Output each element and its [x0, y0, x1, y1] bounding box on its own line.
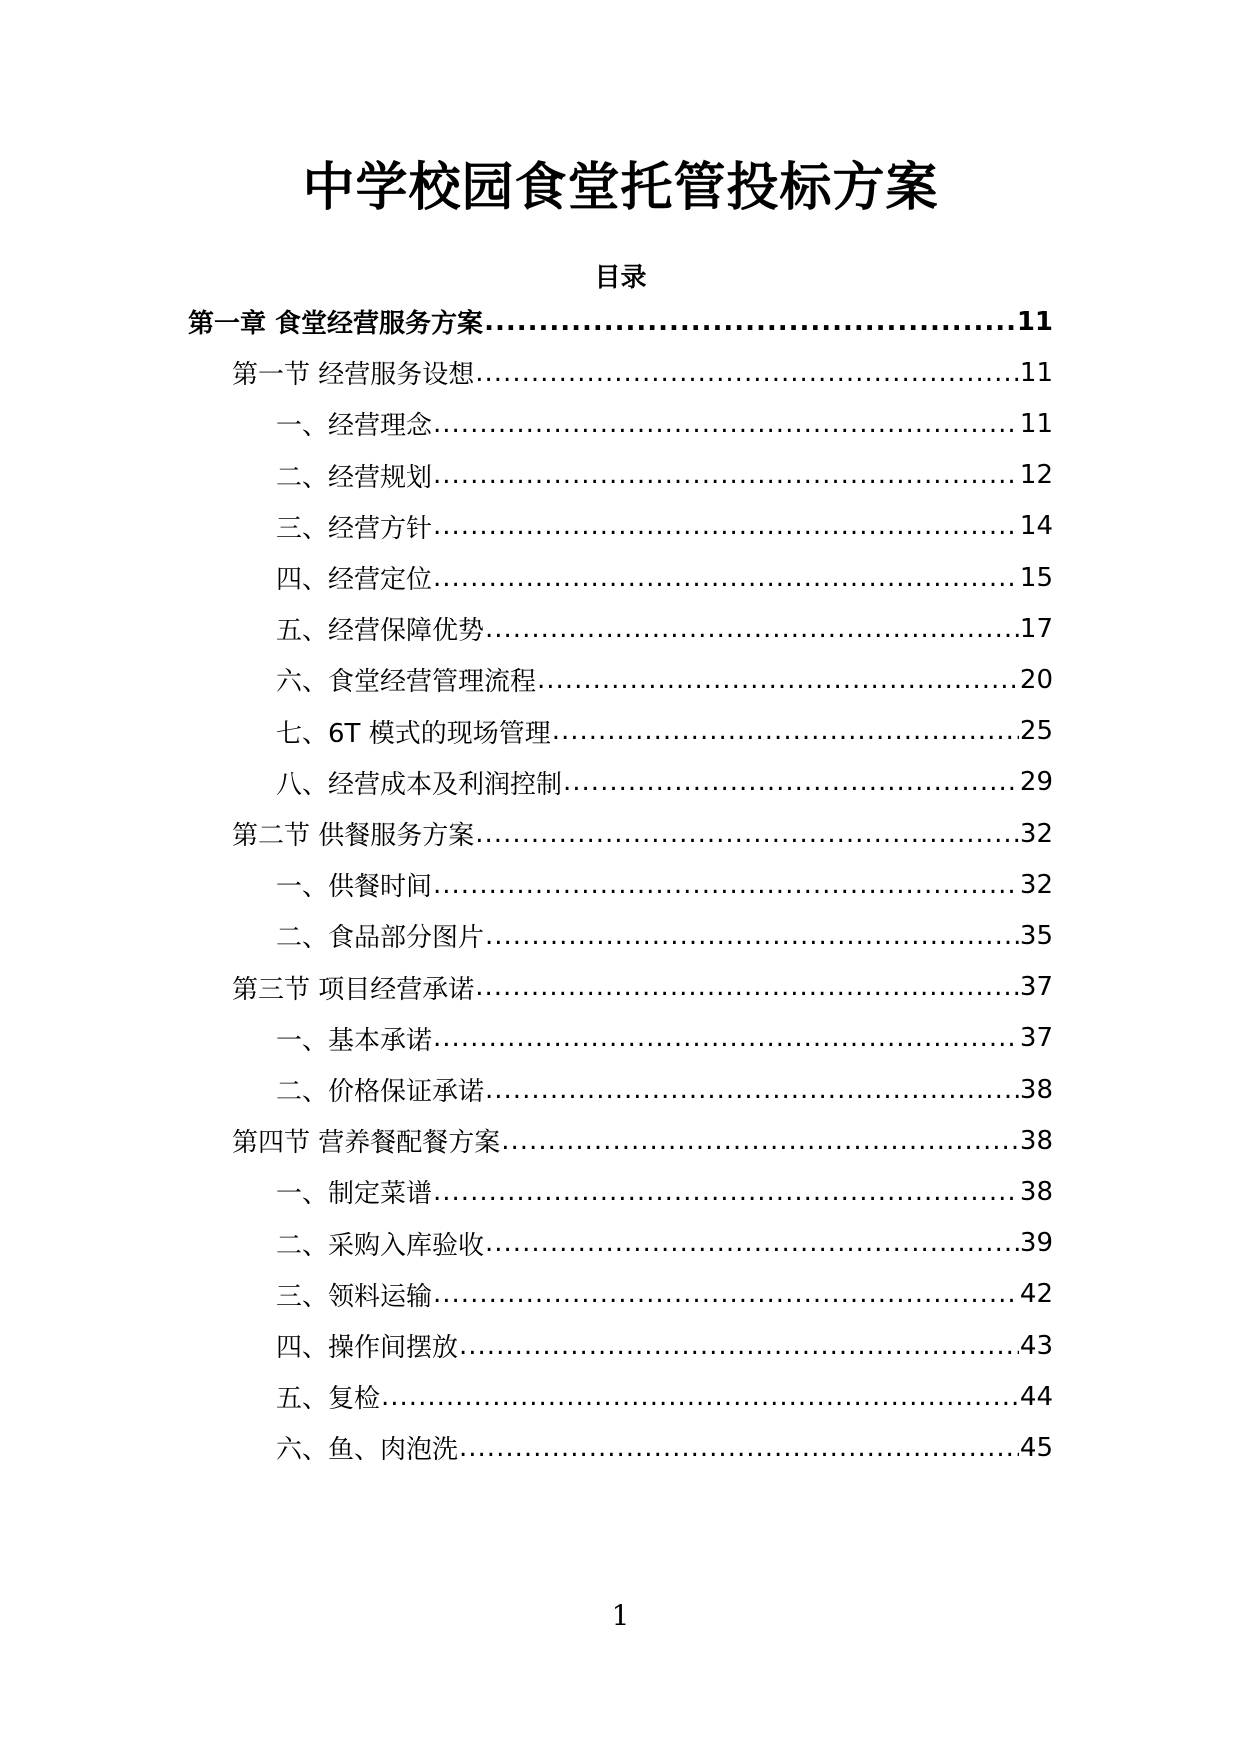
- toc-entry-page: 25: [1019, 716, 1053, 747]
- toc-entry-page: 11: [1016, 306, 1053, 337]
- toc-entry[interactable]: [232, 959, 1053, 1016]
- toc-dot-leader: [459, 1433, 1019, 1463]
- toc-entry[interactable]: [276, 1010, 1053, 1067]
- toc-entry-label: 五、复检: [276, 1384, 381, 1415]
- toc-dot-leader: [459, 1331, 1019, 1361]
- toc-entry-page: 38: [1019, 1125, 1053, 1156]
- page-number: 1: [611, 1599, 630, 1632]
- toc-dot-leader: [485, 614, 1019, 644]
- toc-dot-leader: [484, 307, 1016, 337]
- toc-entry-label: 二、价格保证承诺: [276, 1077, 485, 1107]
- toc-entry[interactable]: [276, 1317, 1053, 1374]
- toc-dot-leader: [552, 716, 1019, 746]
- toc-entry[interactable]: [276, 754, 1053, 811]
- toc-dot-leader: [475, 358, 1019, 388]
- toc-entry-label: 六、食堂经营管理流程: [276, 667, 537, 698]
- toc-dot-leader: [433, 409, 1019, 439]
- toc-entry[interactable]: [276, 1368, 1053, 1425]
- toc-entry-page: 17: [1019, 613, 1053, 644]
- toc-entry-page: 38: [1019, 1074, 1053, 1105]
- toc-entry-page: 37: [1019, 972, 1053, 1003]
- toc-entry-page: 12: [1019, 460, 1053, 491]
- toc-entry-page: 32: [1019, 869, 1053, 900]
- toc-entry[interactable]: [276, 447, 1053, 504]
- toc-entry-label: 二、食品部分图片: [276, 923, 485, 954]
- toc-entry-label: 二、经营规划: [276, 462, 433, 493]
- toc-entry-page: 39: [1019, 1228, 1053, 1259]
- toc-dot-leader: [501, 1126, 1019, 1156]
- toc-dot-leader: [433, 511, 1019, 541]
- toc-entry-page: 29: [1019, 767, 1053, 798]
- toc-entry-page: 43: [1019, 1330, 1053, 1361]
- toc-entry-label: 三、经营方针: [276, 513, 433, 544]
- toc-entry[interactable]: [276, 549, 1053, 606]
- toc-entry-page: 14: [1019, 511, 1053, 542]
- toc-entry-page: 38: [1019, 1176, 1053, 1207]
- toc-entry[interactable]: [276, 498, 1053, 555]
- toc-dot-leader: [485, 1075, 1019, 1105]
- toc-entry-page: 15: [1019, 562, 1053, 593]
- toc-dot-leader: [433, 1023, 1019, 1053]
- toc-entry-page: 11: [1019, 408, 1053, 439]
- toc-entry[interactable]: [276, 1061, 1053, 1118]
- toc-entry[interactable]: [276, 1419, 1053, 1476]
- toc-entry-label: 三、领料运输: [276, 1281, 433, 1312]
- toc-dot-leader: [433, 563, 1019, 593]
- toc-entry-label: 第三节 项目经营承诺: [232, 974, 475, 1005]
- toc-dot-leader: [433, 460, 1019, 490]
- toc-dot-leader: [475, 819, 1019, 849]
- toc-dot-leader: [381, 1382, 1019, 1412]
- toc-entry[interactable]: [232, 344, 1053, 401]
- toc-entry-page: 35: [1019, 920, 1053, 951]
- toc-entry-label: 四、操作间摆放: [276, 1333, 459, 1363]
- toc-entry-page: 44: [1019, 1381, 1053, 1412]
- toc-entry-label: 第一节 经营服务设想: [232, 360, 475, 391]
- toc-entry[interactable]: [232, 805, 1053, 862]
- toc-entry-label: 四、经营定位: [276, 565, 433, 595]
- toc-entry-label: 二、采购入库验收: [276, 1230, 485, 1261]
- toc-entry-label: 六、鱼、肉泡洗: [276, 1435, 459, 1466]
- toc-entry-label: 七、6T 模式的现场管理: [276, 718, 551, 749]
- document-title: 中学校园食堂托管投标方案: [302, 158, 939, 218]
- toc-dot-leader: [537, 665, 1019, 695]
- toc-entry-label: 第二节 供餐服务方案: [232, 821, 475, 851]
- toc-dot-leader: [433, 1279, 1019, 1309]
- toc-entry-label: 第一章 食堂经营服务方案: [188, 309, 484, 339]
- toc-dot-leader: [485, 1228, 1019, 1258]
- toc-entry[interactable]: [276, 856, 1053, 913]
- toc-entry-label: 第四节 营养餐配餐方案: [232, 1128, 501, 1159]
- toc-entry[interactable]: [276, 1215, 1053, 1272]
- toc-entry-label: 五、经营保障优势: [276, 616, 485, 647]
- toc-entry-label: 一、经营理念: [276, 411, 433, 442]
- toc-entry-label: 一、供餐时间: [276, 872, 433, 903]
- toc-entry-label: 八、经营成本及利润控制: [276, 769, 563, 800]
- toc-entry[interactable]: [276, 600, 1053, 657]
- toc-dot-leader: [485, 921, 1019, 951]
- toc-entry-page: 20: [1019, 664, 1053, 695]
- toc-entry[interactable]: [276, 1163, 1053, 1220]
- toc-entry[interactable]: [276, 907, 1053, 964]
- toc-dot-leader: [433, 870, 1019, 900]
- toc-entry[interactable]: [276, 703, 1053, 760]
- toc-entry[interactable]: [232, 1112, 1053, 1169]
- toc-dot-leader: [433, 1177, 1019, 1207]
- toc-entry[interactable]: [188, 293, 1053, 350]
- toc-entry-label: 一、基本承诺: [276, 1025, 433, 1056]
- toc-entry-page: 37: [1019, 1023, 1053, 1054]
- toc-dot-leader: [475, 972, 1019, 1002]
- toc-heading: 目录: [594, 263, 647, 293]
- toc-entry-label: 一、制定菜谱: [276, 1179, 433, 1210]
- toc-entry[interactable]: [276, 1266, 1053, 1323]
- toc-entry[interactable]: [276, 651, 1053, 708]
- toc-entry-page: 45: [1019, 1432, 1053, 1463]
- toc-entry-page: 32: [1019, 818, 1053, 849]
- toc-entry-page: 42: [1019, 1279, 1053, 1310]
- toc-entry[interactable]: [276, 395, 1053, 452]
- toc-entry-page: 11: [1019, 357, 1053, 388]
- toc-dot-leader: [563, 767, 1019, 797]
